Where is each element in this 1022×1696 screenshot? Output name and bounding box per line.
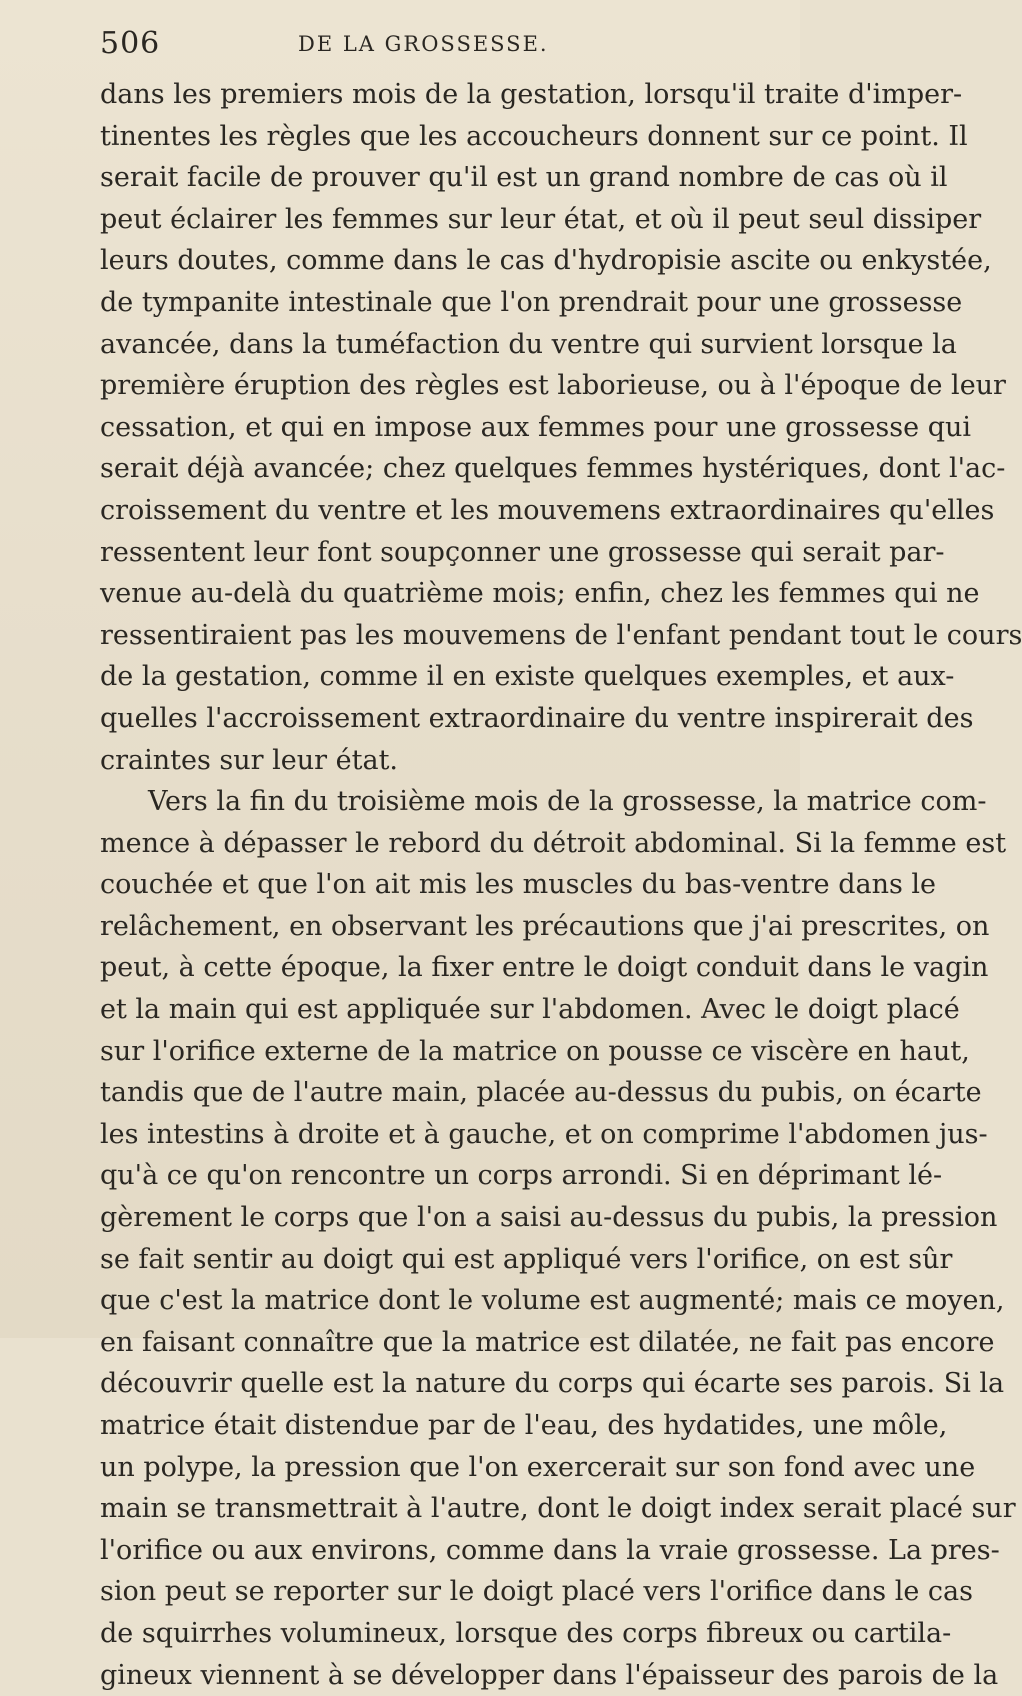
text-line: tinentes les règles que les accoucheurs donnent sur ce point. Il <box>100 120 968 152</box>
paragraph-1 <box>100 74 1022 781</box>
paragraph-2 <box>100 781 1016 1696</box>
running-title: DE LA GROSSESSE. <box>298 32 549 56</box>
text-line: venue au-delà du quatrième mois; enfin, chez les femmes qui ne <box>100 578 980 610</box>
text-line: ressentiraient pas les mouvemens de l'enfant pendant tout le cours <box>100 619 1022 651</box>
text-line: avancée, dans la tuméfaction du ventre qui survient lorsque la <box>100 328 957 360</box>
text-line: cessation, et qui en impose aux femmes pour une grossesse qui <box>100 411 972 443</box>
text-line: gineux viennent à se développer dans l'épaisseur des parois de la <box>100 1659 999 1691</box>
text-line: peut, à cette époque, la fixer entre le doigt conduit dans le vagin <box>100 952 989 984</box>
text-line: craintes sur leur état. <box>100 744 399 776</box>
text-line: sur l'orifice externe de la matrice on pousse ce viscère en haut, <box>100 1035 970 1067</box>
text-line: mence à dépasser le rebord du détroit abdominal. Si la femme est <box>100 827 1007 859</box>
text-line: en faisant connaître que la matrice est dilatée, ne fait pas encore <box>100 1326 995 1358</box>
text-line: l'orifice ou aux environs, comme dans la vraie grossesse. La pres- <box>100 1534 1000 1566</box>
text-line: peut éclairer les femmes sur leur état, et où il peut seul dissiper <box>100 203 982 235</box>
text-line: que c'est la matrice dont le volume est augmenté; mais ce moyen, <box>100 1285 1005 1317</box>
text-line: quelles l'accroissement extraordinaire du ventre inspirerait des <box>100 702 974 734</box>
body-text <box>100 74 1022 1696</box>
running-header <box>0 20 800 64</box>
text-line: relâchement, en observant les précautions que j'ai prescrites, on <box>100 910 990 942</box>
text-line: les intestins à droite et à gauche, et on comprime l'abdomen jus- <box>100 1118 988 1150</box>
text-line: de la gestation, comme il en existe quelques exemples, et aux- <box>100 661 955 693</box>
text-line: et la main qui est appliquée sur l'abdomen. Avec le doigt placé <box>100 994 960 1026</box>
text-line: croissement du ventre et les mouvemens extraordinaires qu'elles <box>100 494 995 526</box>
text-line: serait facile de prouver qu'il est un grand nombre de cas où il <box>100 162 948 194</box>
text-line: un polype, la pression que l'on exercerait sur son fond avec une <box>100 1451 976 1483</box>
text-line: dans les premiers mois de la gestation, lorsqu'il traite d'imper- <box>100 79 963 110</box>
text-line: qu'à ce qu'on rencontre un corps arrondi. Si en déprimant lé- <box>100 1160 943 1192</box>
text-line: gèrement le corps que l'on a saisi au-dessus du pubis, la pression <box>100 1202 998 1234</box>
text-line: tandis que de l'autre main, placée au-dessus du pubis, on écarte <box>100 1077 982 1109</box>
page-number: 506 <box>100 26 161 61</box>
text-line: sion peut se reporter sur le doigt placé vers l'orifice dans le cas <box>100 1576 973 1608</box>
text-line: leurs doutes, comme dans le cas d'hydropisie ascite ou enkystée, <box>100 245 992 277</box>
text-line: de squirrhes volumineux, lorsque des corps fibreux ou cartila- <box>100 1617 952 1649</box>
text-line: se fait sentir au doigt qui est appliqué vers l'orifice, on est sûr <box>100 1243 953 1275</box>
text-line: Vers la fin du troisième mois de la grossesse, la matrice com- <box>148 786 987 818</box>
text-line: de tympanite intestinale que l'on prendrait pour une grossesse <box>100 286 963 318</box>
text-line: matrice était distendue par de l'eau, des hydatides, une môle, <box>100 1410 948 1441</box>
text-line: couchée et que l'on ait mis les muscles du bas-ventre dans le <box>100 869 937 901</box>
text-line: main se transmettrait à l'autre, dont le doigt index serait placé sur <box>100 1493 1016 1525</box>
text-line: découvrir quelle est la nature du corps qui écarte ses parois. Si la <box>100 1368 1005 1400</box>
text-line: serait déjà avancée; chez quelques femmes hystériques, dont l'ac- <box>100 453 1006 485</box>
text-line: ressentent leur font soupçonner une grossesse qui serait par- <box>100 536 945 568</box>
text-line: première éruption des règles est laborieuse, ou à l'époque de leur <box>100 370 1006 402</box>
